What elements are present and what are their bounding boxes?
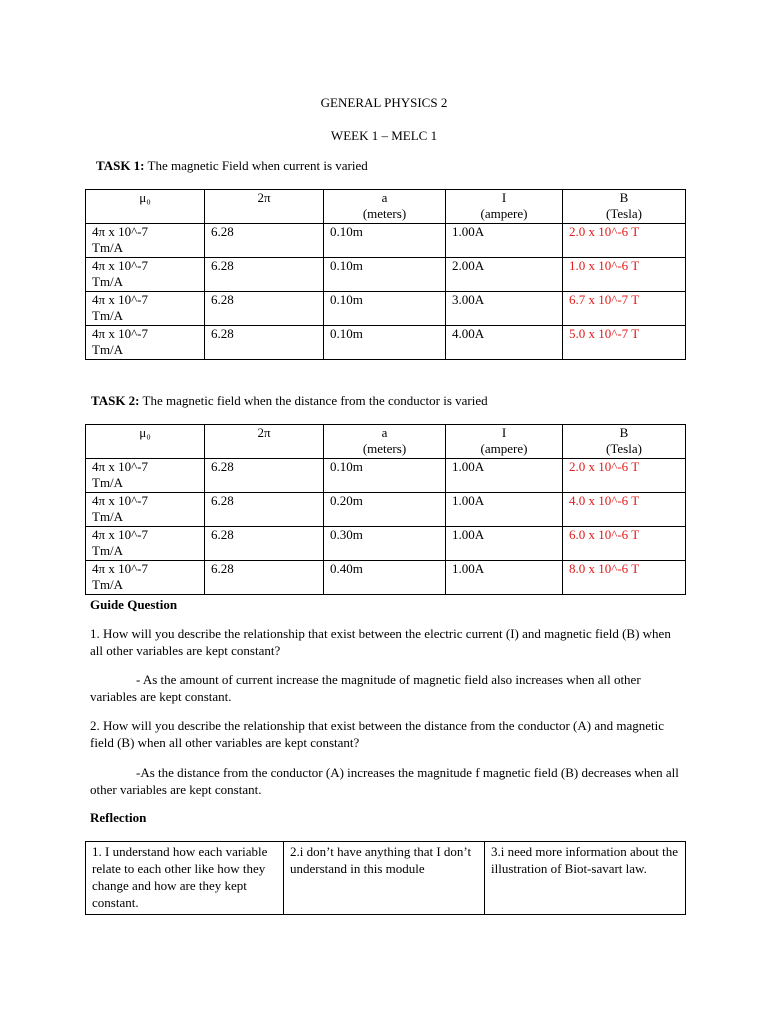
table-row (86, 561, 686, 595)
guide-question-1: 1. How will you describe the relationship that exist between the electric current (I) and magnetic field (B) when all other variables are kept constant? (90, 626, 671, 658)
cell-two-pi: 6.28 (205, 326, 324, 360)
cell-i: 3.00A (446, 292, 563, 326)
cell-i: 1.00A (446, 561, 563, 595)
cell-mu: 4π x 10^-7 Tm/A (86, 459, 205, 493)
cell-i: 1.00A (446, 493, 563, 527)
col-header-b: B (Tesla) (563, 425, 686, 459)
col-header-a: a (meters) (324, 190, 446, 224)
document-subtitle: WEEK 1 – MELC 1 (330, 128, 438, 143)
col-header-two-pi: 2π (205, 190, 324, 224)
task2-description: The magnetic field when the distance from the conductor is varied (139, 393, 488, 408)
cell-two-pi: 6.28 (205, 292, 324, 326)
reflection-cell-2: 2.i don’t have anything that I don’t understand in this module (284, 842, 485, 915)
col-header-a: a (meters) (324, 425, 446, 459)
cell-b: 8.0 x 10^-6 T (563, 561, 686, 595)
task1-description: The magnetic Field when current is varied (144, 158, 368, 173)
table-row (86, 224, 686, 258)
cell-two-pi: 6.28 (205, 561, 324, 595)
cell-mu: 4π x 10^-7 Tm/A (86, 527, 205, 561)
reflection-cell-3: 3.i need more information about the illustration of Biot-savart law. (485, 842, 686, 915)
cell-b: 5.0 x 10^-7 T (563, 326, 686, 360)
cell-a: 0.10m (324, 224, 446, 258)
cell-b: 2.0 x 10^-6 T (563, 224, 686, 258)
guide-answer-2: -As the distance from the conductor (A) increases the magnitude f magnetic field (B) decreases when all other variables are kept constant. (90, 765, 679, 797)
col-header-mu: μ₀ (86, 425, 205, 459)
cell-mu: 4π x 10^-7 Tm/A (86, 292, 205, 326)
task2-header-row (86, 425, 686, 459)
cell-b: 6.7 x 10^-7 T (563, 292, 686, 326)
task1-table (85, 189, 686, 360)
task2-label: TASK 2: (91, 393, 140, 408)
col-header-mu: μ₀ (86, 190, 205, 224)
cell-a: 0.10m (324, 258, 446, 292)
cell-a: 0.10m (324, 326, 446, 360)
col-header-i: I (ampere) (446, 190, 563, 224)
cell-mu: 4π x 10^-7 Tm/A (86, 561, 205, 595)
table-row (86, 258, 686, 292)
reflection-cell-1: 1. I understand how each variable relate to each other like how they change and how are they kept constant. (86, 842, 284, 915)
guide-question-2: 2. How will you describe the relationship that exist between the distance from the conductor (A) and magnetic field (B) when all other variables are kept constant? (90, 718, 664, 750)
table-row (86, 292, 686, 326)
cell-mu: 4π x 10^-7 Tm/A (86, 258, 205, 292)
cell-mu: 4π x 10^-7 Tm/A (86, 224, 205, 258)
document-title: GENERAL PHYSICS 2 (320, 95, 448, 110)
cell-b: 2.0 x 10^-6 T (563, 459, 686, 493)
cell-mu: 4π x 10^-7 Tm/A (86, 493, 205, 527)
cell-two-pi: 6.28 (205, 493, 324, 527)
table-row (86, 326, 686, 360)
cell-two-pi: 6.28 (205, 459, 324, 493)
cell-i: 4.00A (446, 326, 563, 360)
cell-b: 1.0 x 10^-6 T (563, 258, 686, 292)
table-row (86, 527, 686, 561)
col-header-i: I (ampere) (446, 425, 563, 459)
cell-i: 1.00A (446, 459, 563, 493)
cell-i: 1.00A (446, 527, 563, 561)
col-header-two-pi: 2π (205, 425, 324, 459)
cell-a: 0.40m (324, 561, 446, 595)
table-row (86, 493, 686, 527)
cell-two-pi: 6.28 (205, 527, 324, 561)
cell-two-pi: 6.28 (205, 224, 324, 258)
task2-heading (91, 393, 488, 409)
cell-b: 6.0 x 10^-6 T (563, 527, 686, 561)
cell-a: 0.10m (324, 459, 446, 493)
cell-i: 2.00A (446, 258, 563, 292)
reflection-heading: Reflection (90, 810, 147, 825)
cell-two-pi: 6.28 (205, 258, 324, 292)
cell-a: 0.20m (324, 493, 446, 527)
cell-a: 0.10m (324, 292, 446, 326)
cell-b: 4.0 x 10^-6 T (563, 493, 686, 527)
table-row (86, 842, 686, 915)
task2-table (85, 424, 686, 595)
task1-header-row (86, 190, 686, 224)
table-row (86, 459, 686, 493)
task1-heading (96, 158, 368, 174)
reflection-table (85, 841, 686, 915)
cell-mu: 4π x 10^-7 Tm/A (86, 326, 205, 360)
guide-heading: Guide Question (90, 597, 178, 612)
cell-a: 0.30m (324, 527, 446, 561)
col-header-b: B (Tesla) (563, 190, 686, 224)
cell-i: 1.00A (446, 224, 563, 258)
task1-label: TASK 1: (96, 158, 145, 173)
guide-answer-1: - As the amount of current increase the magnitude of magnetic field also increases when all other variables are kept constant. (90, 672, 641, 704)
